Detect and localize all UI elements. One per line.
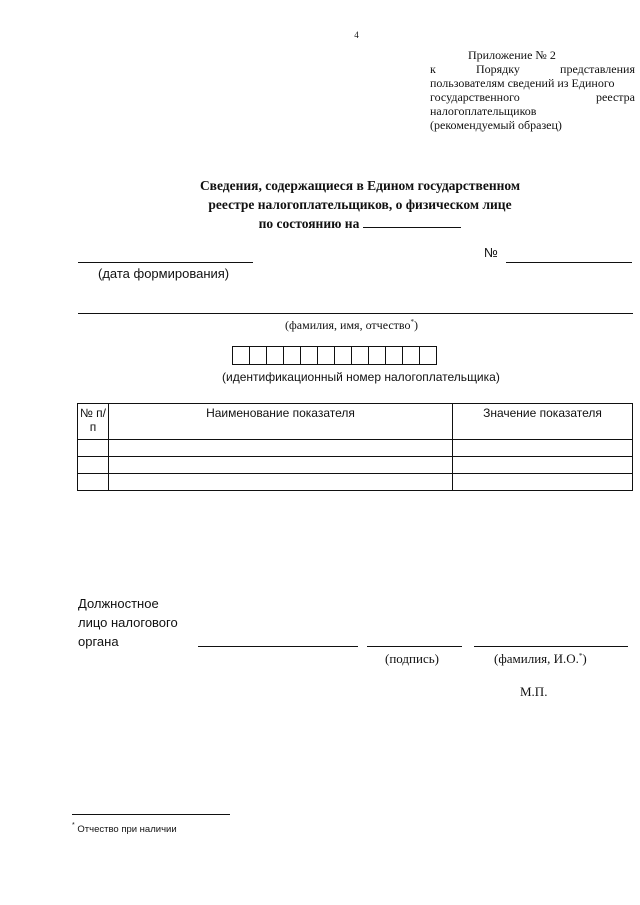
official-name-caption (494, 651, 587, 667)
table-row (78, 440, 633, 457)
table-cell[interactable] (453, 440, 633, 457)
inn-caption: (идентификационный номер налогоплательщика) (222, 370, 500, 384)
appendix-line-1 (430, 62, 635, 76)
appendix-word: реестра (596, 90, 635, 104)
official-line-1: Должностное (78, 596, 159, 611)
full-name-caption (285, 318, 418, 333)
table-cell[interactable] (109, 457, 453, 474)
blank-line[interactable] (198, 646, 358, 647)
footnote-text: Отчество при наличии (77, 824, 177, 835)
full-name-line[interactable] (78, 313, 633, 314)
inn-digit-cell[interactable] (266, 346, 284, 365)
official-line-3: органа (78, 634, 119, 649)
inn-digit-cell[interactable] (351, 346, 369, 365)
inn-cells[interactable] (232, 346, 437, 365)
indicators-table (77, 403, 633, 491)
title-line-3 (90, 214, 630, 233)
date-field-line[interactable] (78, 262, 253, 263)
table-cell[interactable] (109, 474, 453, 491)
appendix-title: Приложение № 2 (468, 48, 556, 62)
signature-caption: (подпись) (385, 651, 439, 666)
inn-digit-cell[interactable] (300, 346, 318, 365)
inn-digit-cell[interactable] (283, 346, 301, 365)
full-name-caption-text: (фамилия, имя, отчество (285, 318, 411, 332)
table-cell[interactable] (453, 474, 633, 491)
appendix-block (430, 48, 635, 132)
appendix-word: к (430, 62, 436, 76)
table-cell[interactable] (453, 457, 633, 474)
page-number: 4 (354, 30, 359, 40)
col-header-indicator: Наименование показателя (109, 404, 453, 440)
seal-label: М.П. (520, 684, 548, 699)
inn-digit-cell[interactable] (317, 346, 335, 365)
official-label (78, 594, 178, 651)
title-line-2: реестре налогоплательщиков, о физическом лице (208, 197, 512, 212)
closing-paren: ) (582, 651, 587, 666)
inn-digit-cell[interactable] (232, 346, 250, 365)
appendix-word: государственного (430, 90, 520, 104)
number-field-line[interactable] (506, 262, 632, 263)
title-line-1: Сведения, содержащиеся в Едином государственном (199, 178, 521, 193)
inn-digit-cell[interactable] (334, 346, 352, 365)
appendix-word: Порядку (475, 62, 520, 76)
table-cell[interactable] (78, 474, 109, 491)
col-header-number: № п/п (78, 404, 109, 440)
footnote-asterisk: * (72, 822, 75, 829)
as-of-label: по состоянию на (258, 216, 360, 231)
appendix-line-4: налогоплательщиков (430, 104, 537, 118)
table-cell[interactable] (109, 440, 453, 457)
footnote (72, 824, 177, 835)
appendix-line-5: (рекомендуемый образец) (430, 118, 562, 132)
inn-digit-cell[interactable] (368, 346, 386, 365)
table-cell[interactable] (78, 457, 109, 474)
table-cell[interactable] (78, 440, 109, 457)
inn-digit-cell[interactable] (385, 346, 403, 365)
col-header-value: Значение показателя (453, 404, 633, 440)
table-row (78, 474, 633, 491)
closing-paren: ) (413, 318, 418, 332)
footnote-separator (72, 814, 230, 815)
table-row (78, 457, 633, 474)
table-header-row (78, 404, 633, 440)
inn-digit-cell[interactable] (402, 346, 420, 365)
appendix-line-2: пользователям сведений из Единого (430, 76, 615, 90)
document-title (90, 176, 630, 233)
signature-line[interactable] (367, 646, 462, 647)
number-sign: № (484, 245, 498, 260)
appendix-word: представления (560, 62, 635, 76)
inn-digit-cell[interactable] (249, 346, 267, 365)
appendix-line-3 (430, 90, 635, 104)
inn-digit-cell[interactable] (419, 346, 437, 365)
asterisk-mark: * (578, 652, 583, 660)
asterisk-mark: * (410, 318, 414, 326)
official-name-line[interactable] (474, 646, 628, 647)
as-of-date-blank[interactable] (363, 214, 461, 228)
official-name-caption-text: (фамилия, И.О. (494, 651, 579, 666)
official-line-2: лицо налогового (78, 615, 178, 630)
date-caption: (дата формирования) (98, 266, 230, 281)
